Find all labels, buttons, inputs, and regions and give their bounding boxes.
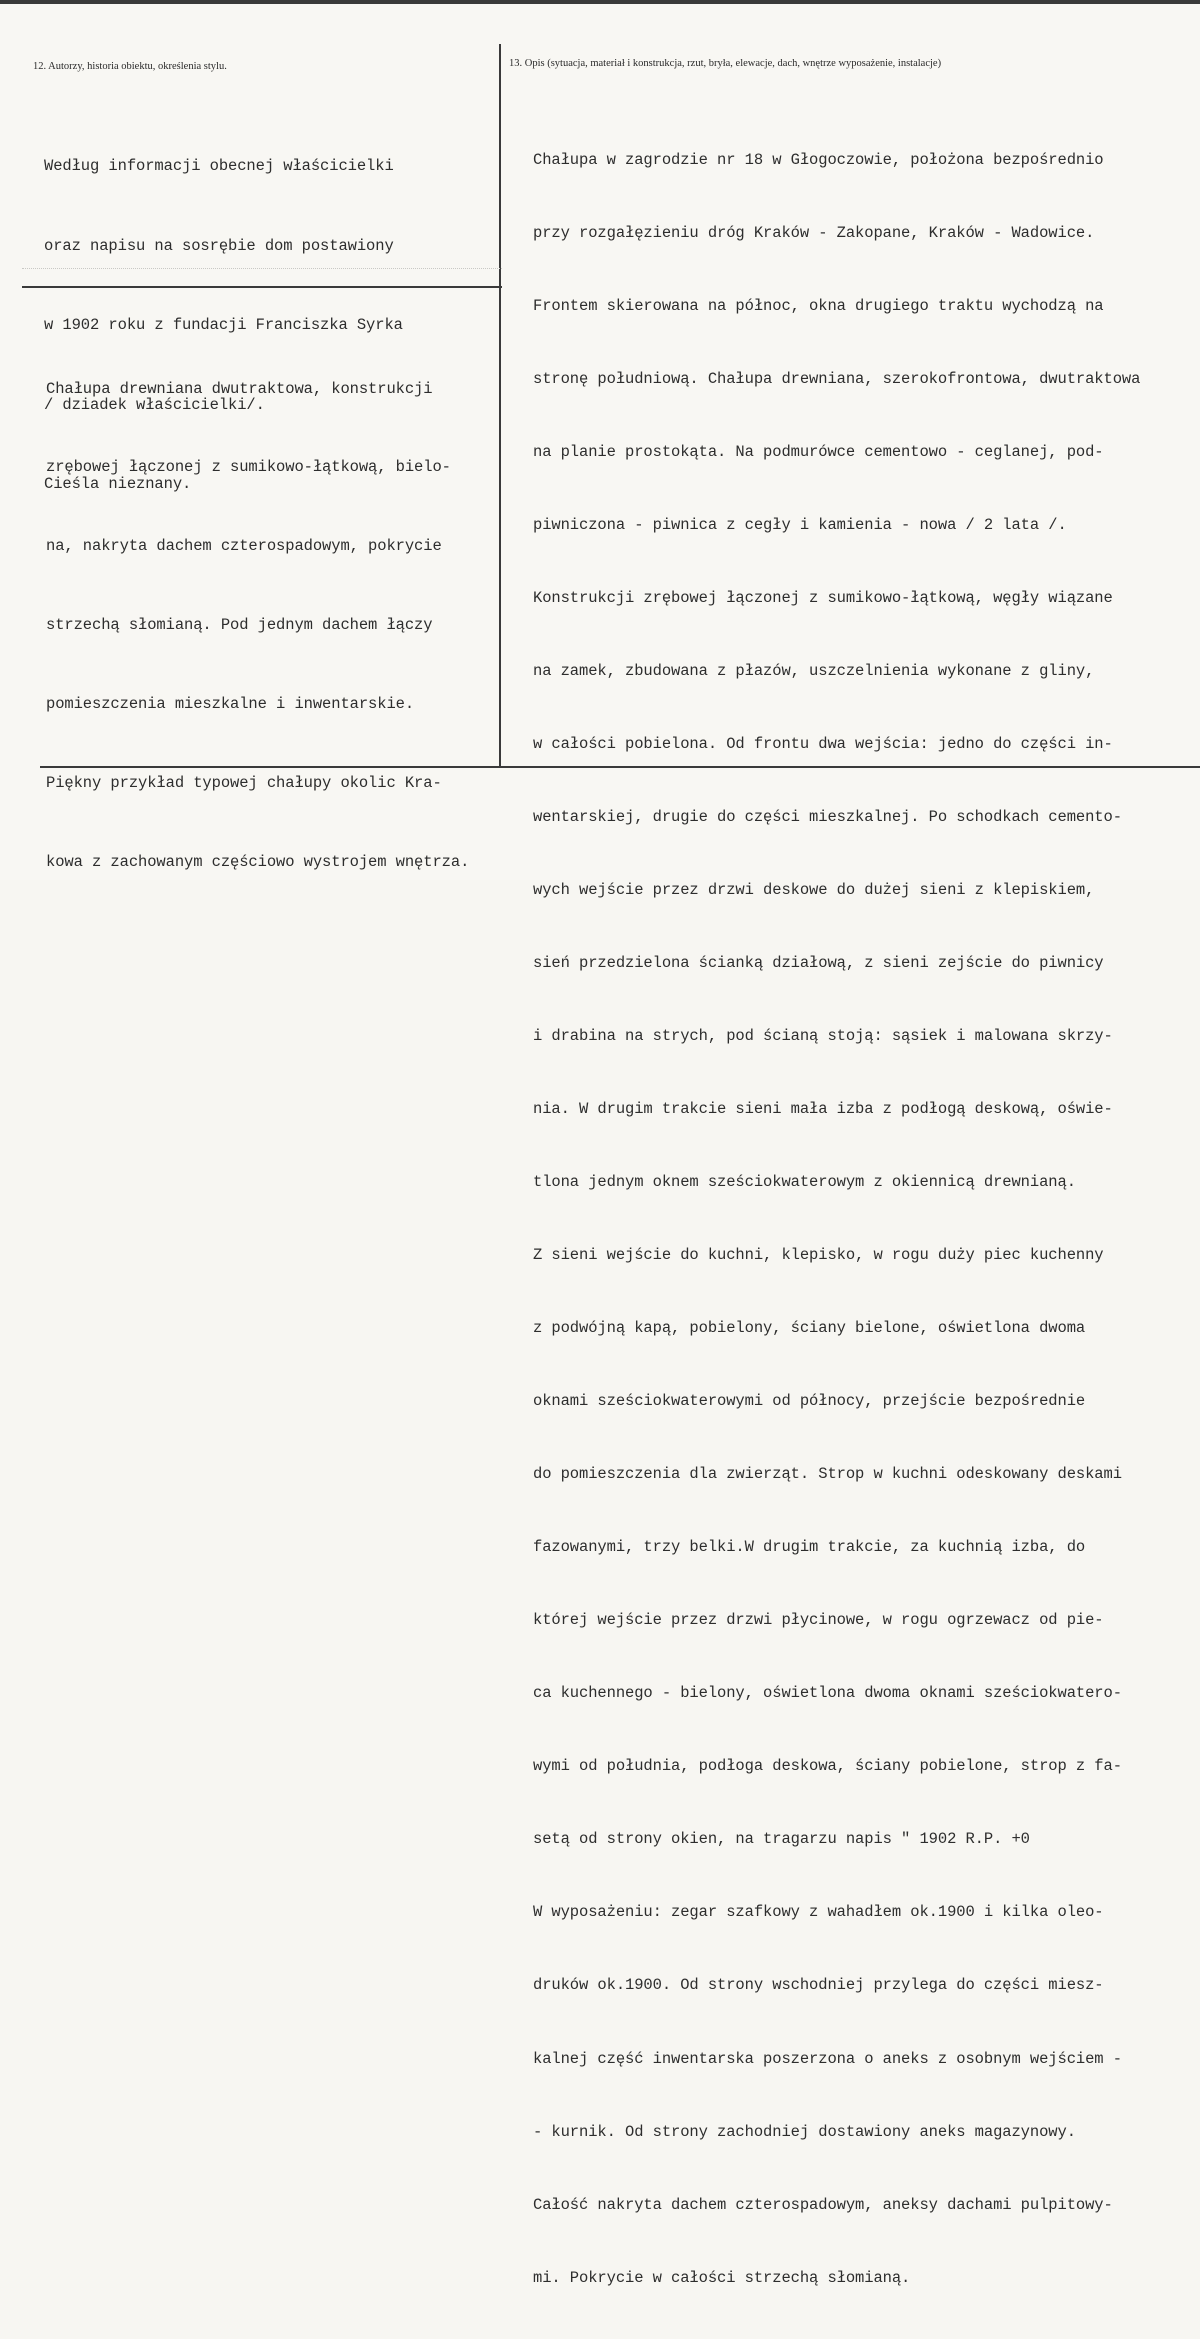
- text-line: kowa z zachowanym częściowo wystrojem wnętrza.: [46, 852, 470, 871]
- text-line: wymi od południa, podłoga deskowa, ściany pobielone, strop z fa-: [533, 1757, 1122, 1776]
- text-line: wych wejście przez drzwi deskowe do dużej sieni z klepiskiem,: [533, 881, 1095, 899]
- text-line: na, nakryta dachem czterospadowym, pokrycie: [46, 537, 442, 556]
- text-line: fazowanymi, trzy belki.W drugim trakcie, za kuchnią izba, do: [533, 1538, 1086, 1557]
- text-line: Piękny przykład typowej chałupy okolic Kra-: [46, 774, 442, 793]
- text-line: W wyposażeniu: zegar szafkowy z wahadłem ok.1900 i kilka oleo-: [533, 1903, 1104, 1922]
- text-line: Całość nakryta dachem czterospadowym, aneksy dachami pulpitowy-: [533, 2195, 1113, 2214]
- section-13-text: [533, 99, 1140, 2339]
- text-line: na planie prostokąta. Na podmurówce cementowo - ceglanej, pod-: [533, 442, 1104, 461]
- column-divider: [499, 44, 501, 766]
- text-line: Frontem skierowana na północ, okna drugiego traktu wychodzą na: [533, 296, 1104, 315]
- text-line: w całości pobielona. Od frontu dwa wejścia: jedno do części in-: [533, 734, 1113, 753]
- section-13-heading: 13. Opis (sytuacja, materiał i konstrukcja, rzut, bryła, elewacje, dach, wnętrze wyposażenie, instalacje): [509, 58, 942, 69]
- text-line: przy rozgałęzieniu dróg Kraków - Zakopane, Kraków - Wadowice.: [533, 223, 1095, 242]
- text-line: której wejście przez drzwi płycinowe, w rogu ogrzewacz od pie-: [533, 1611, 1104, 1630]
- text-line: na zamek, zbudowana z płazów, uszczelnienia wykonane z gliny,: [533, 661, 1095, 680]
- text-line: Z sieni wejście do kuchni, klepisko, w rogu duży piec kuchenny: [533, 1246, 1104, 1265]
- text-line: sień przedzielona ścianką działową, z sieni zejście do piwnicy: [533, 954, 1104, 973]
- text-line: stronę południową. Chałupa drewniana, szerokofrontowa, dwutraktowa: [533, 369, 1141, 388]
- text-line: kalnej część inwentarska poszerzona o aneks z osobnym wejściem -: [533, 2049, 1122, 2068]
- text-line: oraz napisu na sosrębie dom postawiony: [44, 236, 394, 255]
- text-line: piwniczona - piwnica z cegły i kamienia - nowa / 2 lata /.: [533, 515, 1067, 534]
- section-12-heading: 12. Autorzy, historia obiektu, określenia stylu.: [33, 61, 227, 72]
- text-line: mi. Pokrycie w całości strzechą słomianą.: [533, 2268, 911, 2287]
- text-line: - kurnik. Od strony zachodniej dostawiony aneks magazynowy.: [533, 2122, 1076, 2141]
- text-line: i drabina na strych, pod ścianą stoją: sąsiek i malowana skrzy-: [533, 1027, 1113, 1046]
- text-line: Chałupa w zagrodzie nr 18 w Głogoczowie, położona bezpośrednio: [533, 150, 1104, 169]
- text-line: nia. W drugim trakcie sieni mała izba z podłogą deskową, oświe-: [533, 1100, 1113, 1119]
- text-line: wentarskiej, drugie do części mieszkalnej. Po schodkach cemento-: [533, 807, 1122, 826]
- text-line: do pomieszczenia dla zwierząt. Strop w kuchni odeskowany deskami: [533, 1465, 1122, 1484]
- text-line: druków ok.1900. Od strony wschodniej przylega do części miesz-: [533, 1976, 1104, 1995]
- text-line: w 1902 roku z fundacji Franciszka Syrka: [44, 316, 403, 334]
- text-line: strzechą słomianą. Pod jednym dachem łączy: [46, 616, 433, 635]
- page-top-edge: [0, 0, 1200, 4]
- text-line: Konstrukcji zrębowej łączonej z sumikowo-łątkową, węgły wiązane: [533, 588, 1113, 607]
- text-line: / dziadek właścicielki/.: [44, 395, 265, 414]
- text-line: oknami sześciokwaterowymi od północy, przejście bezpośrednie: [533, 1392, 1086, 1411]
- text-line: Według informacji obecnej właścicielki: [44, 157, 394, 175]
- text-line: ca kuchennego - bielony, oświetlona dwoma oknami sześciokwatero-: [533, 1684, 1122, 1703]
- text-line: setą od strony okien, na tragarzu napis " 1902 R.P. +0: [533, 1830, 1030, 1849]
- text-line: z podwójną kapą, pobielony, ściany bielone, oświetlona dwoma: [533, 1319, 1086, 1338]
- text-line: tlona jednym oknem sześciokwaterowym z okiennicą drewnianą.: [533, 1173, 1076, 1192]
- summary-text: [46, 323, 469, 928]
- text-line: pomieszczenia mieszkalne i inwentarskie.: [46, 695, 415, 714]
- text-line: Cieśla nieznany.: [44, 475, 192, 493]
- text-line: zrębowej łączonej z sumikowo-łątkową, bielo-: [46, 458, 451, 477]
- text-line: Chałupa drewniana dwutraktowa, konstrukcji: [46, 379, 433, 398]
